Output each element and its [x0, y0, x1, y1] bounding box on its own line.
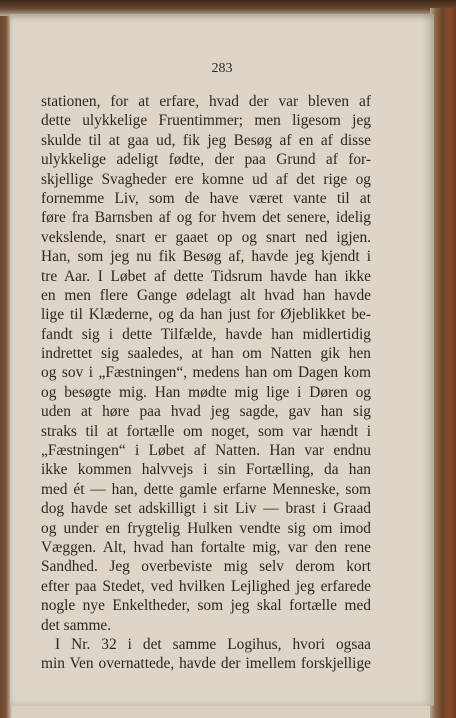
text-line: ikke kommen halvvejs i sin Fortælling, da han [41, 461, 371, 479]
text-line: det samme. [41, 616, 112, 634]
text-line: fandt sig i dette Tilfælde, havde han midlertidig [41, 325, 371, 343]
text-line: og besøgte mig. Han mødte mig lige i Døren og [41, 383, 371, 401]
text-line: uden at høre paa hvad jeg sagde, gav han sig [41, 403, 371, 421]
text-line: vekslende, snart er gaaet op og snart ned igjen. [41, 228, 371, 246]
text-line: min Ven overnattede, havde der imellem forskjellige [41, 655, 371, 673]
text-line: dog havde set adskilligt i sit Liv — brast i Graad [41, 500, 371, 518]
text-line: „Fæstningen“ i Løbet af Natten. Han var endnu [41, 442, 371, 460]
text-line: lige til Klæderne, og da han just for Øjeblikket be- [41, 306, 371, 324]
text-line: med ét — han, dette gamle erfarne Menneske, som [41, 480, 371, 498]
text-line: og under en frygtelig Hulken vendte sig om imod [41, 519, 371, 537]
text-line: straks til at fortælle om noget, som var hændt i [41, 422, 371, 440]
text-line: dette ulykkelige Fruentimmer; men ligesom jeg [41, 112, 371, 130]
text-line: skjellige Svagheder ere komne ud af det rige og [41, 170, 371, 188]
body-text [41, 92, 371, 674]
text-line: Han, som jeg nu fik Besøg af, havde jeg kjendt i [41, 248, 371, 266]
text-line: stationen, for at erfare, hvad der var bleven af [41, 93, 371, 110]
text-line: og sov i „Fæstningen“, medens han om Dagen kom [41, 364, 371, 382]
text-line: skulde til at gaa ud, fik jeg Besøg af en af disse [41, 131, 371, 149]
page-number: 283 [211, 61, 233, 76]
text-line: efter paa Stedet, ved hvilken Lejlighed jeg erfarede [41, 577, 371, 595]
text-line: indrettet sig saaledes, at han om Natten gik hen [41, 345, 371, 363]
text-line: ulykkelige adeligt fødte, der paa Grund af for- [41, 151, 371, 169]
text-line: nogle nye Enkeltheder, som jeg skal fortælle med [41, 597, 371, 615]
page-paper [10, 14, 434, 706]
text-line: Væggen. Alt, hvad han fortalte mig, var den rene [41, 538, 371, 556]
text-line: fornemme Liv, som de have været vante til at [41, 189, 371, 207]
text-line: tre Aar. I Løbet af dette Tidsrum havde han ikke [41, 267, 371, 285]
text-line: en men flere Gange ødelagt alt hvad han havde [41, 286, 371, 304]
text-line: føre fra Barnsben af og for hvem det senere, idelig [41, 209, 371, 227]
text-line: I Nr. 32 i det samme Logihus, hvori ogsaa [55, 635, 371, 653]
text-line: Sandhed. Jeg overbeviste mig selv derom kort [41, 558, 371, 576]
